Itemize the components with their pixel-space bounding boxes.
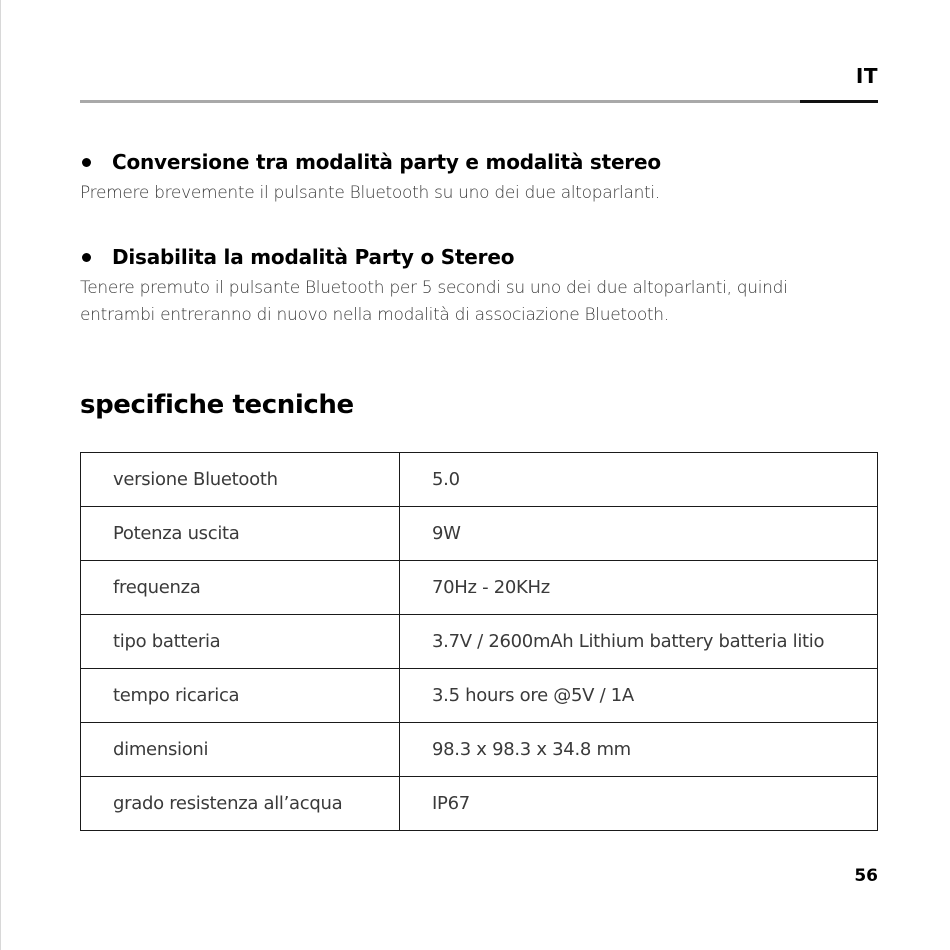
spec-value: 9W xyxy=(400,507,878,561)
body-line: entrambi entreranno di nuovo nella modalità di associazione Bluetooth. xyxy=(80,305,669,325)
section-heading xyxy=(80,150,880,174)
table-row xyxy=(81,561,878,615)
table-row xyxy=(81,507,878,561)
spec-label: grado resistenza all’acqua xyxy=(81,777,400,831)
section-body xyxy=(80,275,880,329)
bullet-icon xyxy=(82,253,91,262)
spec-label: tipo batteria xyxy=(81,615,400,669)
body-line: Premere brevemente il pulsante Bluetooth su uno dei due altoparlanti. xyxy=(80,183,660,203)
table-row xyxy=(81,615,878,669)
table-row xyxy=(81,669,878,723)
table-row xyxy=(81,723,878,777)
bullet-icon xyxy=(82,158,91,167)
page-left-edge xyxy=(0,0,1,950)
spec-label: frequenza xyxy=(81,561,400,615)
spec-value: 98.3 x 98.3 x 34.8 mm xyxy=(400,723,878,777)
spec-label: Potenza uscita xyxy=(81,507,400,561)
spec-label: tempo ricarica xyxy=(81,669,400,723)
specs-title: specifiche tecniche xyxy=(80,390,354,420)
spec-label: versione Bluetooth xyxy=(81,453,400,507)
section-heading-text: Disabilita la modalità Party o Stereo xyxy=(112,245,515,269)
section-heading xyxy=(80,245,880,269)
table-row xyxy=(81,777,878,831)
spec-label: dimensioni xyxy=(81,723,400,777)
spec-value: IP67 xyxy=(400,777,878,831)
spec-value: 3.7V / 2600mAh Lithium battery batteria litio xyxy=(400,615,878,669)
spec-value: 3.5 hours ore @5V / 1A xyxy=(400,669,878,723)
header-rule xyxy=(80,100,800,103)
section-heading-text: Conversione tra modalità party e modalità stereo xyxy=(112,150,661,174)
section-body xyxy=(80,180,880,207)
table-row xyxy=(81,453,878,507)
page-number: 56 xyxy=(854,866,878,886)
language-tag: IT xyxy=(855,64,878,88)
specs-table xyxy=(80,452,878,831)
section-party-stereo-conversion xyxy=(80,150,880,207)
header-rule-accent xyxy=(800,100,878,103)
spec-value: 70Hz - 20KHz xyxy=(400,561,878,615)
body-line: Tenere premuto il pulsante Bluetooth per 5 secondi su uno dei due altoparlanti, quindi xyxy=(80,278,788,298)
spec-value: 5.0 xyxy=(400,453,878,507)
section-disable-party-stereo xyxy=(80,245,880,329)
